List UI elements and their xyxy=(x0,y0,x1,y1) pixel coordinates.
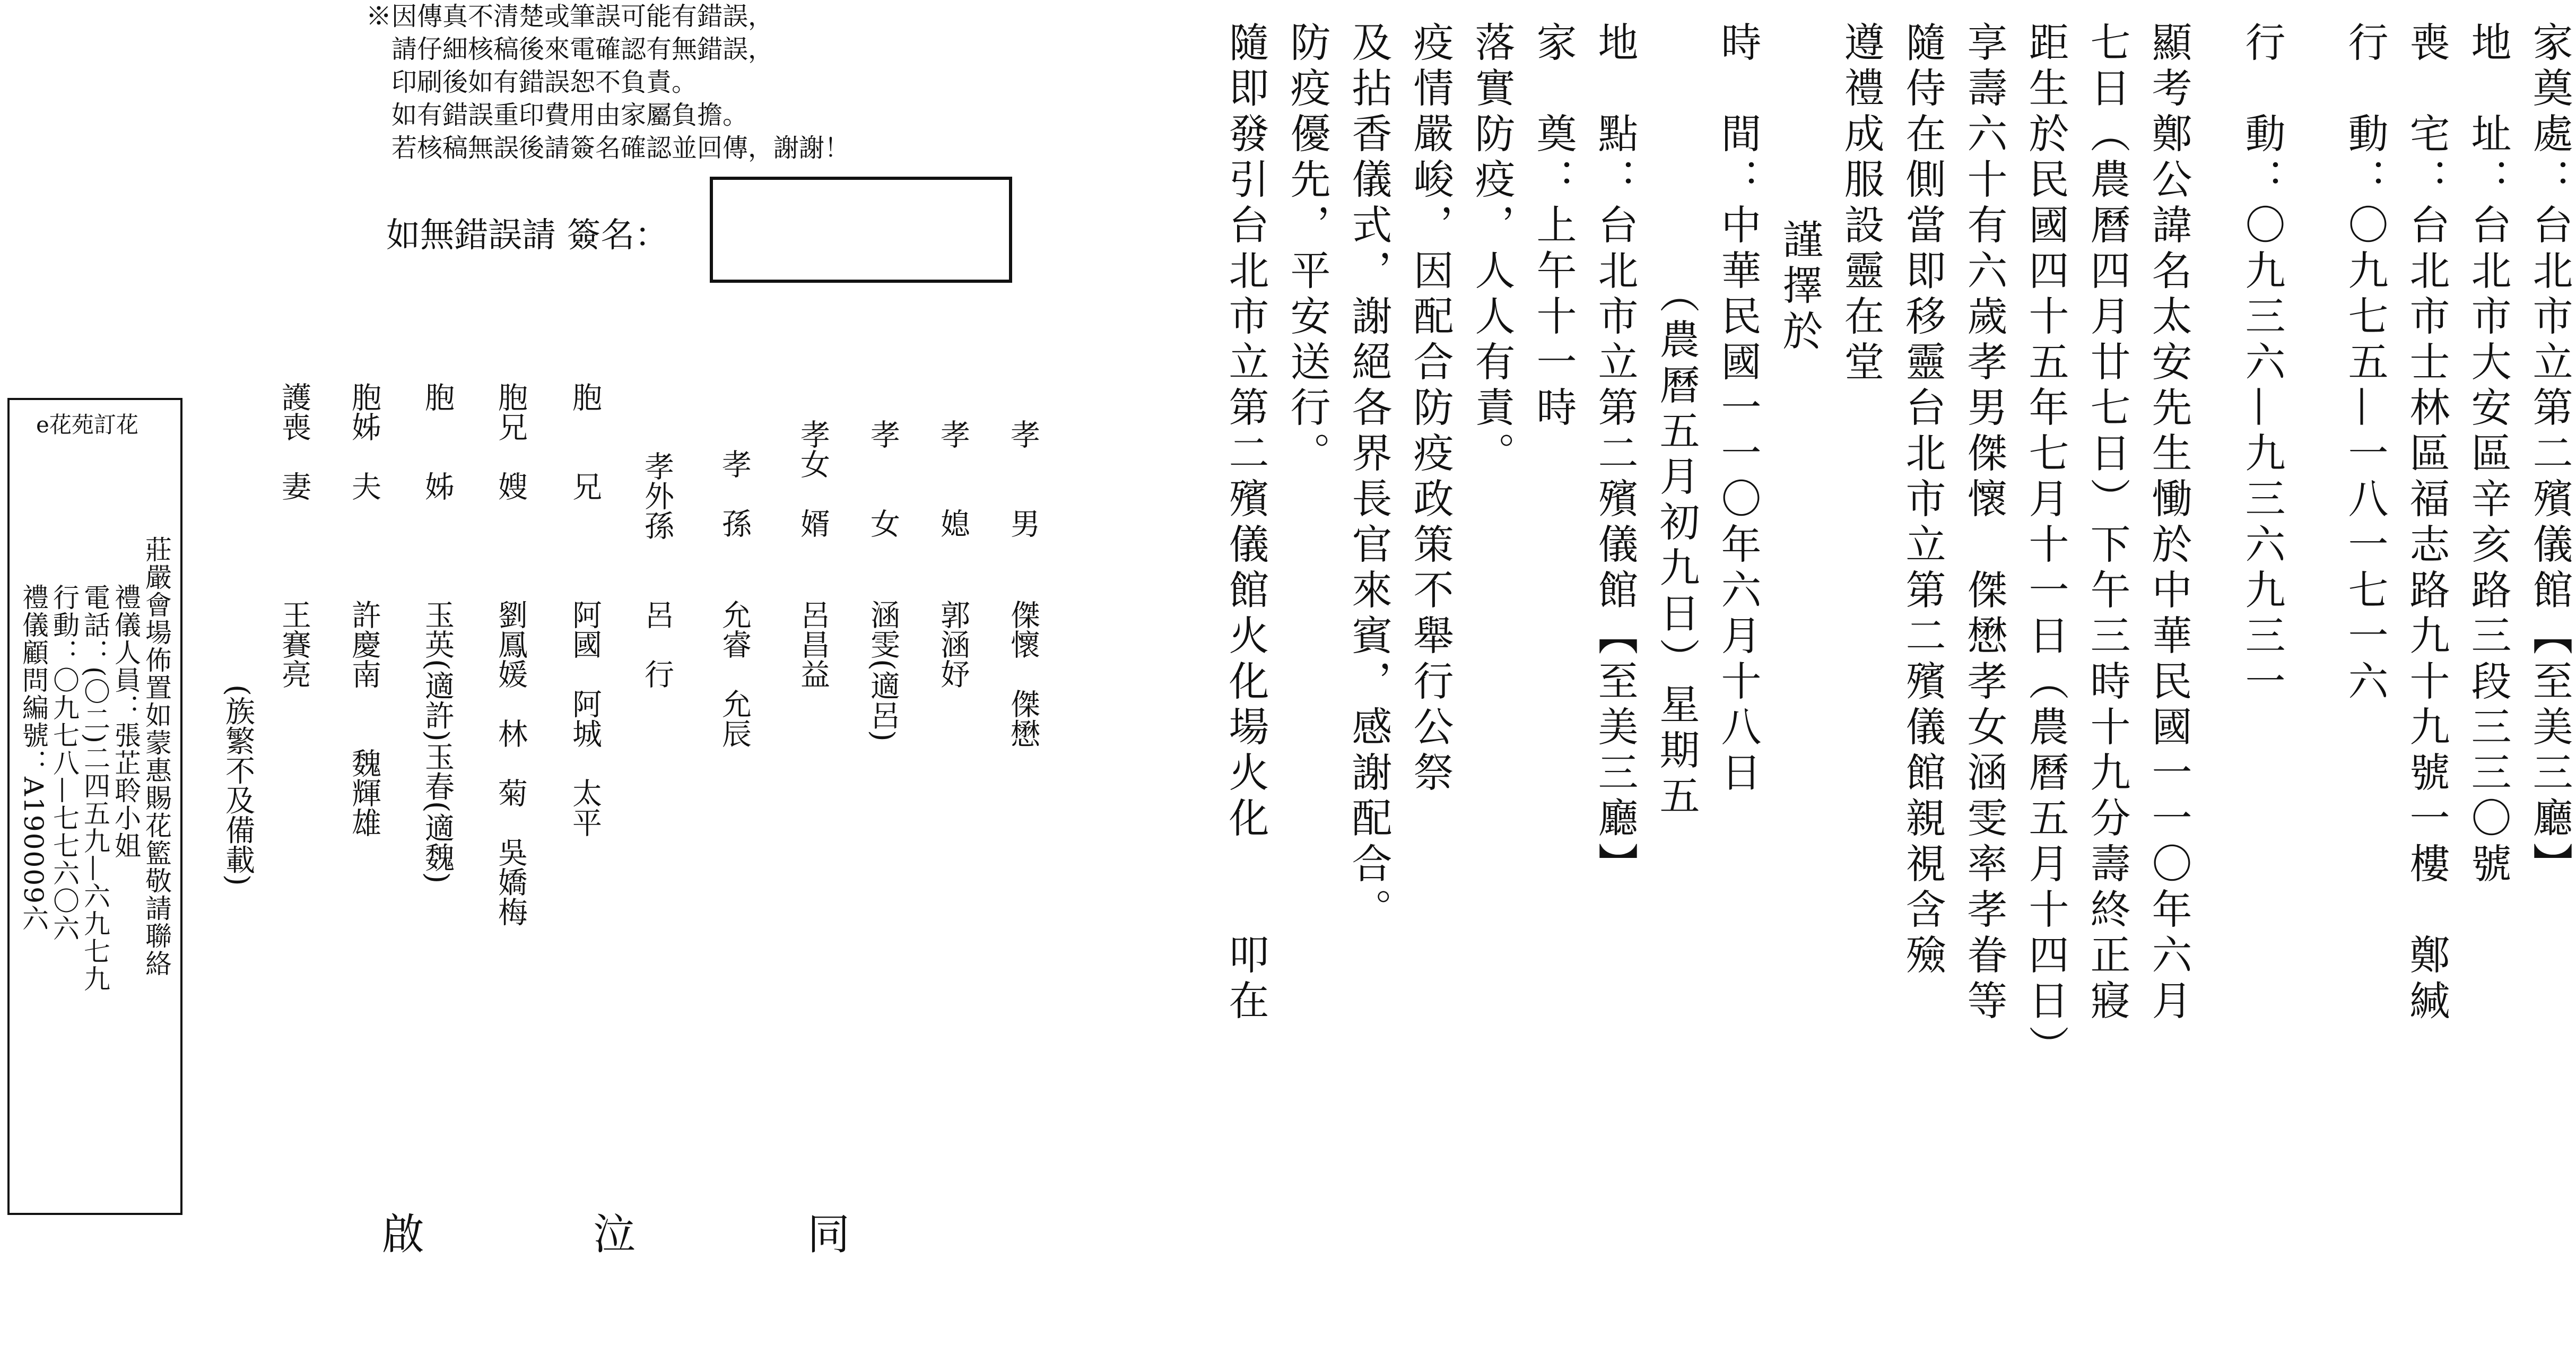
family-names: (族繁不及備載) xyxy=(221,684,255,886)
flower-line: 莊嚴會場佈置如蒙惠賜花籃敬請聯絡 xyxy=(141,536,172,977)
main-column: 七日（農曆四月廿七日）下午三時十九分壽終正寢 xyxy=(2084,21,2131,1025)
flower-line: 行動：〇九七八—七七六〇六 xyxy=(49,584,80,942)
flower-line: 電話：(〇二)二四五九—六九七九 xyxy=(80,584,110,993)
family-relation: 孝女 婿 xyxy=(796,419,830,538)
flower-line: 禮儀人員：張芷聆小姐 xyxy=(110,584,141,860)
main-column: 及拈香儀式，謝絕各界長官來賓，感謝配合。 xyxy=(1345,21,1393,934)
family-relation: 孝 媳 xyxy=(936,419,970,538)
family-relation: 胞姊 夫 xyxy=(347,382,381,501)
family-relation: 胞兄 嫂 xyxy=(493,382,528,501)
family-relation: 孝 男 xyxy=(1006,419,1040,538)
main-column: 時 間：中華民國一一〇年六月十八日 xyxy=(1715,21,1762,797)
family-relation: 胞 兄 xyxy=(568,382,602,501)
flower-line: 禮儀顧問編號：A190009六 xyxy=(18,584,49,932)
family-names: 呂昌益 xyxy=(796,600,830,689)
closing-char: 泣 xyxy=(593,1210,636,1259)
notice-line: 如有錯誤重印費用由家屬負擔。 xyxy=(391,100,749,130)
main-column: 謹擇於 xyxy=(1776,127,1823,355)
main-column: 行 動：〇九三六—九三六九三一 xyxy=(2239,21,2286,706)
proof-notice xyxy=(366,0,850,164)
main-column: 喪 宅：台北市士林區福志路九十九號一樓 鄭緘 xyxy=(2403,21,2450,1025)
main-column: 隨即發引台北市立第二殯儀館火化場火化 叩在 xyxy=(1222,21,1269,1025)
family-names: 傑懷 傑懋 xyxy=(1006,600,1040,748)
family-names: 劉鳳媛 林 菊 吳嬌梅 xyxy=(493,600,528,926)
main-column: 防疫優先，平安送行。 xyxy=(1284,21,1331,478)
family-relation: 胞 姊 xyxy=(420,382,455,501)
closing-char: 同 xyxy=(807,1210,850,1259)
family-names: 涵雯(適呂) xyxy=(866,600,900,742)
main-column: 地 址：台北市大安區辛亥路三段三三〇號 xyxy=(2465,21,2512,888)
flower-title: e花苑訂花 xyxy=(36,412,138,438)
family-relation: 孝 孫 xyxy=(717,419,752,538)
family-names: 王賽亮 xyxy=(277,600,311,689)
main-column: 隨侍在側當即移靈台北市立第二殯儀館親視含殮 xyxy=(1899,21,1946,979)
family-relation: 護喪 妻 xyxy=(277,382,311,501)
signature-box[interactable] xyxy=(710,177,1012,283)
main-column: （農曆五月初九日）星期五 xyxy=(1653,202,1700,820)
main-column: 疫情嚴峻，因配合防疫政策不舉行公祭 xyxy=(1407,21,1454,797)
closing-char: 啟 xyxy=(382,1210,424,1259)
family-relation: 孝外孫 xyxy=(640,451,674,540)
main-column: 家奠處：台北市立第二殯儀館【至美三廳】 xyxy=(2526,21,2573,888)
family-names: 玉英(適許)玉春(適魏) xyxy=(420,600,455,884)
main-column: 家 奠：上午十一時 xyxy=(1530,21,1577,432)
family-names: 呂 行 xyxy=(640,600,674,689)
notice-line: ※因傳真不清楚或筆誤可能有錯誤， xyxy=(366,2,774,31)
main-column: 行 動：〇九七五—一八一七一六 xyxy=(2342,21,2389,706)
notice-line: 印刷後如有錯誤恕不負責。 xyxy=(391,67,698,97)
main-column: 落實防疫，人人有責。 xyxy=(1468,21,1516,478)
main-column: 顯考鄭公諱名太安先生慟於中華民國一一〇年六月 xyxy=(2145,21,2192,1025)
family-names: 郭涵妤 xyxy=(936,600,970,689)
family-names: 許慶南 魏輝雄 xyxy=(347,600,381,837)
notice-line: 若核稿無誤後請簽名確認並回傳，謝謝！ xyxy=(391,133,850,163)
family-names: 允睿 允辰 xyxy=(717,600,752,748)
family-relation: 孝 女 xyxy=(866,419,900,538)
main-column: 地 點：台北市立第二殯儀館【至美三廳】 xyxy=(1591,21,1639,888)
main-column: 距生於民國四十五年七月十一日（農曆五月十四日） xyxy=(2022,21,2069,1071)
signature-label: 如無錯誤請 簽名： xyxy=(386,216,669,255)
main-column: 遵禮成服設靈在堂 xyxy=(1838,21,1885,386)
family-names: 阿國 阿城 太平 xyxy=(568,600,602,837)
notice-line: 請仔細核稿後來電確認有無錯誤， xyxy=(391,34,774,64)
main-column: 享壽六十有六歲孝男傑懷 傑懋孝女涵雯率孝眷等 xyxy=(1961,21,2008,1025)
